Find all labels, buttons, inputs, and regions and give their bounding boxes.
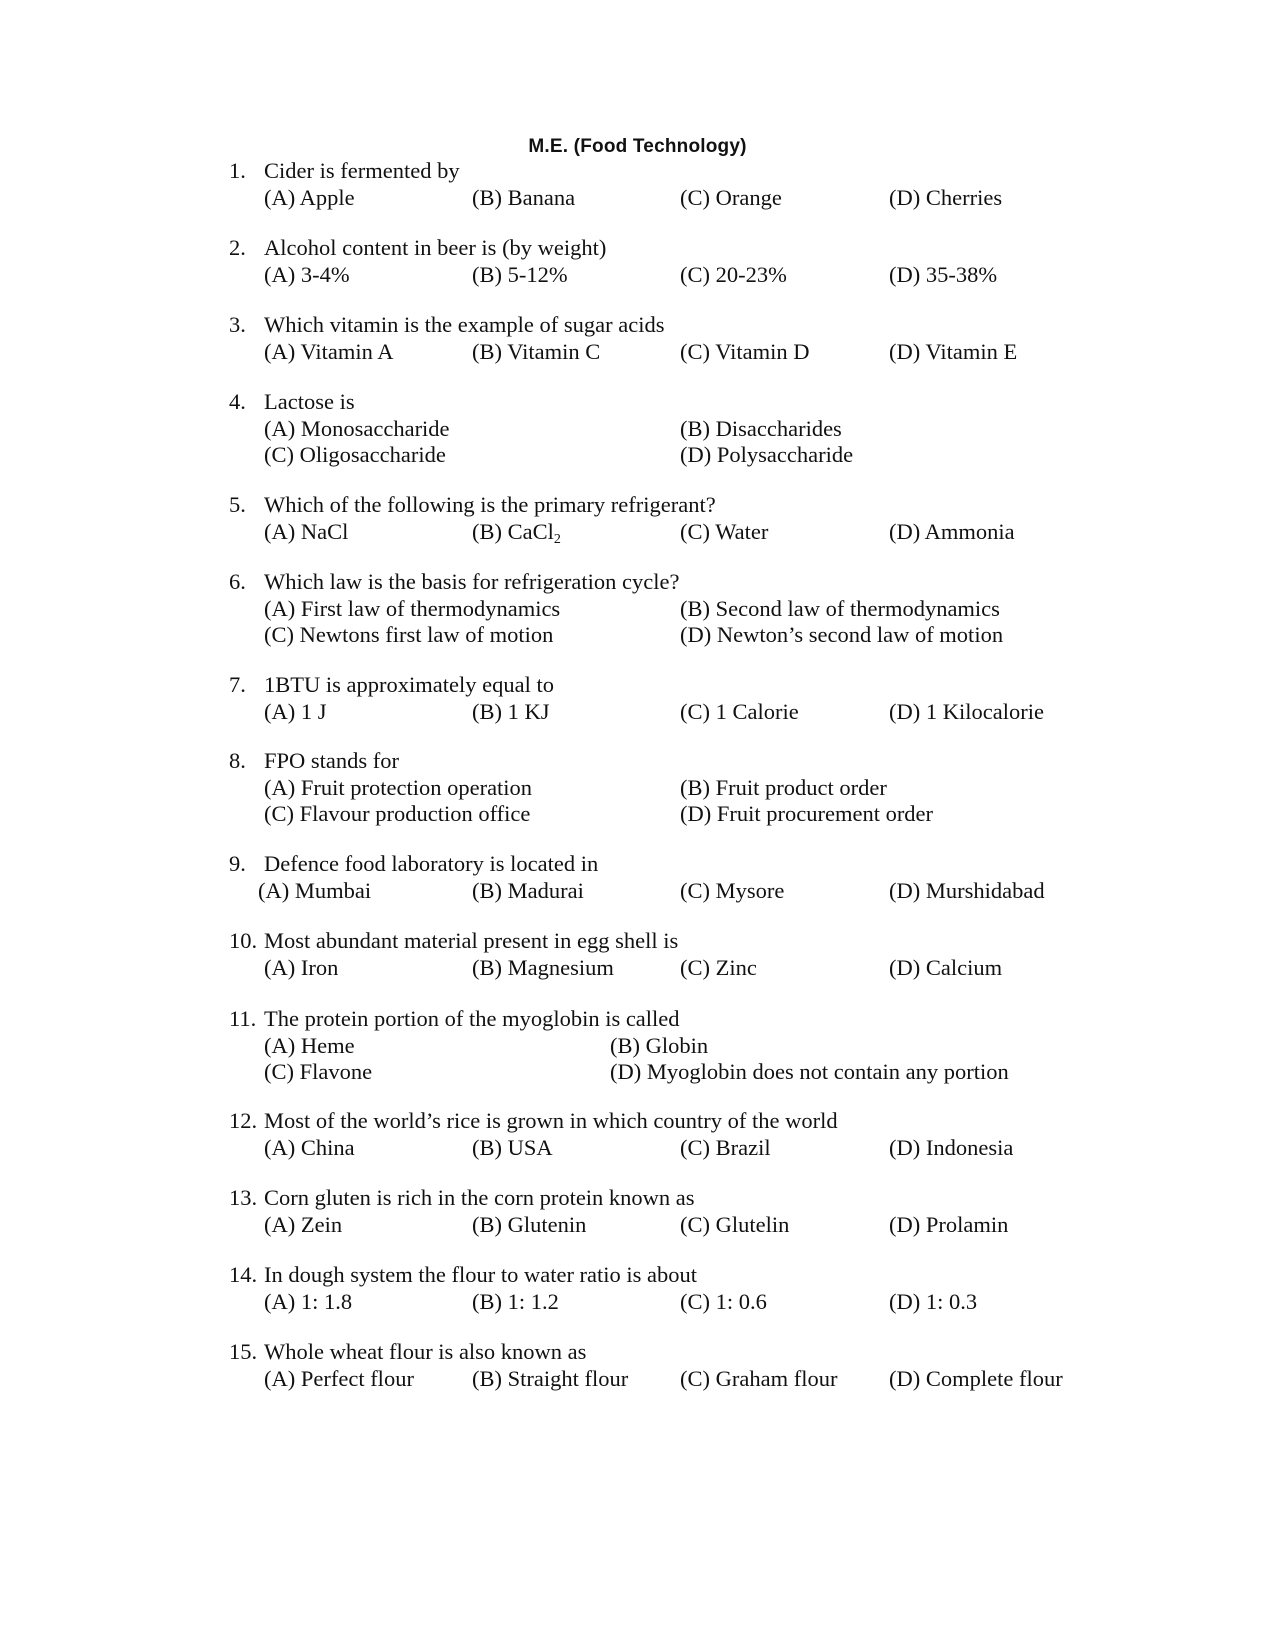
question-number: 14. — [229, 1262, 258, 1287]
question-text: The protein portion of the myoglobin is called — [264, 1006, 680, 1031]
option-a: (A) Fruit protection operation — [264, 774, 533, 800]
question-number: 13. — [229, 1185, 258, 1210]
question-9 — [229, 851, 1129, 904]
option-c: (C) Flavour production office — [264, 801, 531, 826]
question-stem — [229, 851, 1129, 878]
question-text: Alcohol content in beer is (by weight) — [264, 235, 607, 260]
option-c: (C) Oligosaccharide — [264, 442, 446, 467]
question-number: 9. — [229, 851, 246, 876]
question-text: In dough system the flour to water ratio is about — [264, 1262, 698, 1287]
question-text: Cider is fermented by — [264, 158, 460, 183]
option-d: (D) Complete flour — [889, 1365, 1063, 1391]
options-row — [229, 1059, 1129, 1086]
option-a: (A) Perfect flour — [264, 1365, 414, 1391]
options-row — [229, 519, 1129, 546]
option-d: (D) Murshidabad — [889, 877, 1045, 903]
option-b: (B) 1: 1.2 — [472, 1288, 559, 1314]
option-b: (B) 1 KJ — [472, 698, 550, 724]
question-text: FPO stands for — [264, 748, 400, 773]
options-row — [229, 1212, 1129, 1239]
question-text: Corn gluten is rich in the corn protein known as — [264, 1185, 695, 1210]
question-1 — [229, 158, 1129, 211]
question-number: 7. — [229, 672, 246, 697]
options-row — [229, 699, 1129, 726]
option-d: (D) Myoglobin does not contain any portion — [610, 1059, 1009, 1084]
option-a: (A) Mumbai — [258, 877, 372, 903]
question-text: Most of the world’s rice is grown in which country of the world — [264, 1108, 838, 1133]
option-c: (C) 1: 0.6 — [680, 1288, 767, 1314]
question-10 — [229, 928, 1129, 981]
question-stem — [229, 1185, 1129, 1212]
question-number: 15. — [229, 1339, 258, 1364]
question-number: 6. — [229, 569, 246, 594]
option-d: (D) Cherries — [889, 184, 1003, 210]
question-stem — [229, 1262, 1129, 1289]
question-number: 8. — [229, 748, 246, 773]
question-stem — [229, 569, 1129, 596]
option-d: (D) Fruit procurement order — [680, 801, 934, 826]
options-row — [229, 416, 1129, 443]
option-b: (B) Straight flour — [472, 1365, 629, 1391]
option-d: (D) 1: 0.3 — [889, 1288, 978, 1314]
options-row — [229, 185, 1129, 212]
options-row — [229, 955, 1129, 982]
option-a: (A) Zein — [264, 1211, 343, 1237]
options-row — [229, 1135, 1129, 1162]
option-b: (B) 5-12% — [472, 261, 568, 287]
question-stem — [229, 1006, 1129, 1033]
options-row — [229, 1033, 1129, 1060]
option-c: (C) Newtons first law of motion — [264, 622, 554, 647]
option-a: (A) 3-4% — [264, 261, 350, 287]
option-d: (D) Prolamin — [889, 1211, 1009, 1237]
option-d: (D) Polysaccharide — [680, 442, 854, 467]
option-b: (B) Magnesium — [472, 954, 614, 980]
question-number: 4. — [229, 389, 246, 414]
question-stem — [229, 492, 1129, 519]
option-d: (D) 35-38% — [889, 261, 998, 287]
question-stem — [229, 389, 1129, 416]
question-text: Which of the following is the primary refrigerant? — [264, 492, 716, 517]
question-8 — [229, 748, 1129, 828]
option-b: (B) Vitamin C — [472, 338, 601, 364]
question-text: Most abundant material present in egg shell is — [264, 928, 679, 953]
option-b: (B) Glutenin — [472, 1211, 587, 1237]
question-stem — [229, 235, 1129, 262]
question-stem — [229, 928, 1129, 955]
question-text: Defence food laboratory is located in — [264, 851, 599, 876]
option-a: (A) Apple — [264, 184, 355, 210]
option-b: (B) Fruit product order — [680, 774, 887, 800]
option-c: (C) Zinc — [680, 954, 757, 980]
options-row — [229, 262, 1129, 289]
option-d: (D) Vitamin E — [889, 338, 1018, 364]
option-c: (C) Flavone — [264, 1059, 373, 1084]
option-c: (C) Brazil — [680, 1134, 771, 1160]
question-text: Lactose is — [264, 389, 355, 414]
option-a: (A) Heme — [264, 1032, 355, 1058]
option-a: (A) Iron — [264, 954, 339, 980]
question-2 — [229, 235, 1129, 288]
option-c: (C) Orange — [680, 184, 782, 210]
question-text: Which vitamin is the example of sugar acids — [264, 312, 665, 337]
option-c: (C) Mysore — [680, 877, 785, 903]
question-number: 12. — [229, 1108, 258, 1133]
option-c: (C) Glutelin — [680, 1211, 790, 1237]
option-b: (B) Madurai — [472, 877, 584, 903]
question-stem — [229, 1108, 1129, 1135]
option-b: (B) Disaccharides — [680, 415, 842, 441]
option-d: (D) Indonesia — [889, 1134, 1014, 1160]
option-b-text: (B) CaCl — [472, 518, 554, 544]
question-12 — [229, 1108, 1129, 1161]
question-text: 1BTU is approximately equal to — [264, 672, 554, 697]
option-d: (D) Calcium — [889, 954, 1003, 980]
option-c: (C) 1 Calorie — [680, 698, 799, 724]
option-c: (C) Graham flour — [680, 1365, 838, 1391]
question-6 — [229, 569, 1129, 649]
options-row — [229, 1289, 1129, 1316]
option-c: (C) Water — [680, 518, 769, 544]
options-row — [229, 801, 1129, 828]
options-row — [229, 775, 1129, 802]
options-row — [229, 1366, 1129, 1393]
question-7 — [229, 672, 1129, 725]
question-number: 10. — [229, 928, 258, 953]
option-d: (D) 1 Kilocalorie — [889, 698, 1044, 724]
question-5 — [229, 492, 1129, 545]
question-number: 3. — [229, 312, 246, 337]
option-b: (B) Banana — [472, 184, 576, 210]
question-number: 1. — [229, 158, 246, 183]
question-15 — [229, 1339, 1129, 1392]
option-a: (A) Vitamin A — [264, 338, 394, 364]
question-13 — [229, 1185, 1129, 1238]
option-a: (A) Monosaccharide — [264, 415, 450, 441]
option-a: (A) First law of thermodynamics — [264, 595, 561, 621]
question-text: Which law is the basis for refrigeration cycle? — [264, 569, 680, 594]
option-d: (D) Newton’s second law of motion — [680, 622, 1004, 647]
question-stem — [229, 312, 1129, 339]
page-title: M.E. (Food Technology) — [528, 136, 747, 157]
option-c: (C) Vitamin D — [680, 338, 810, 364]
question-11 — [229, 1006, 1129, 1086]
question-4 — [229, 389, 1129, 469]
options-row — [229, 596, 1129, 623]
option-a: (A) NaCl — [264, 518, 349, 544]
question-stem — [229, 158, 1129, 185]
option-b: (B) USA — [472, 1134, 553, 1160]
question-3 — [229, 312, 1129, 365]
question-stem — [229, 672, 1129, 699]
option-b: (B) Globin — [610, 1032, 709, 1058]
question-number: 5. — [229, 492, 246, 517]
question-number: 2. — [229, 235, 246, 260]
option-a: (A) China — [264, 1134, 355, 1160]
question-text: Whole wheat flour is also known as — [264, 1339, 587, 1364]
question-stem — [229, 748, 1129, 775]
options-row — [229, 442, 1129, 469]
option-b — [472, 519, 561, 546]
question-14 — [229, 1262, 1129, 1315]
options-row — [229, 878, 1129, 905]
options-row — [229, 622, 1129, 649]
question-number: 11. — [229, 1006, 257, 1031]
subscript: 2 — [553, 531, 561, 547]
options-row — [229, 339, 1129, 366]
question-stem — [229, 1339, 1129, 1366]
option-a: (A) 1 J — [264, 698, 327, 724]
option-c: (C) 20-23% — [680, 261, 787, 287]
option-a: (A) 1: 1.8 — [264, 1288, 353, 1314]
option-b: (B) Second law of thermodynamics — [680, 595, 1000, 621]
option-d: (D) Ammonia — [889, 518, 1015, 544]
